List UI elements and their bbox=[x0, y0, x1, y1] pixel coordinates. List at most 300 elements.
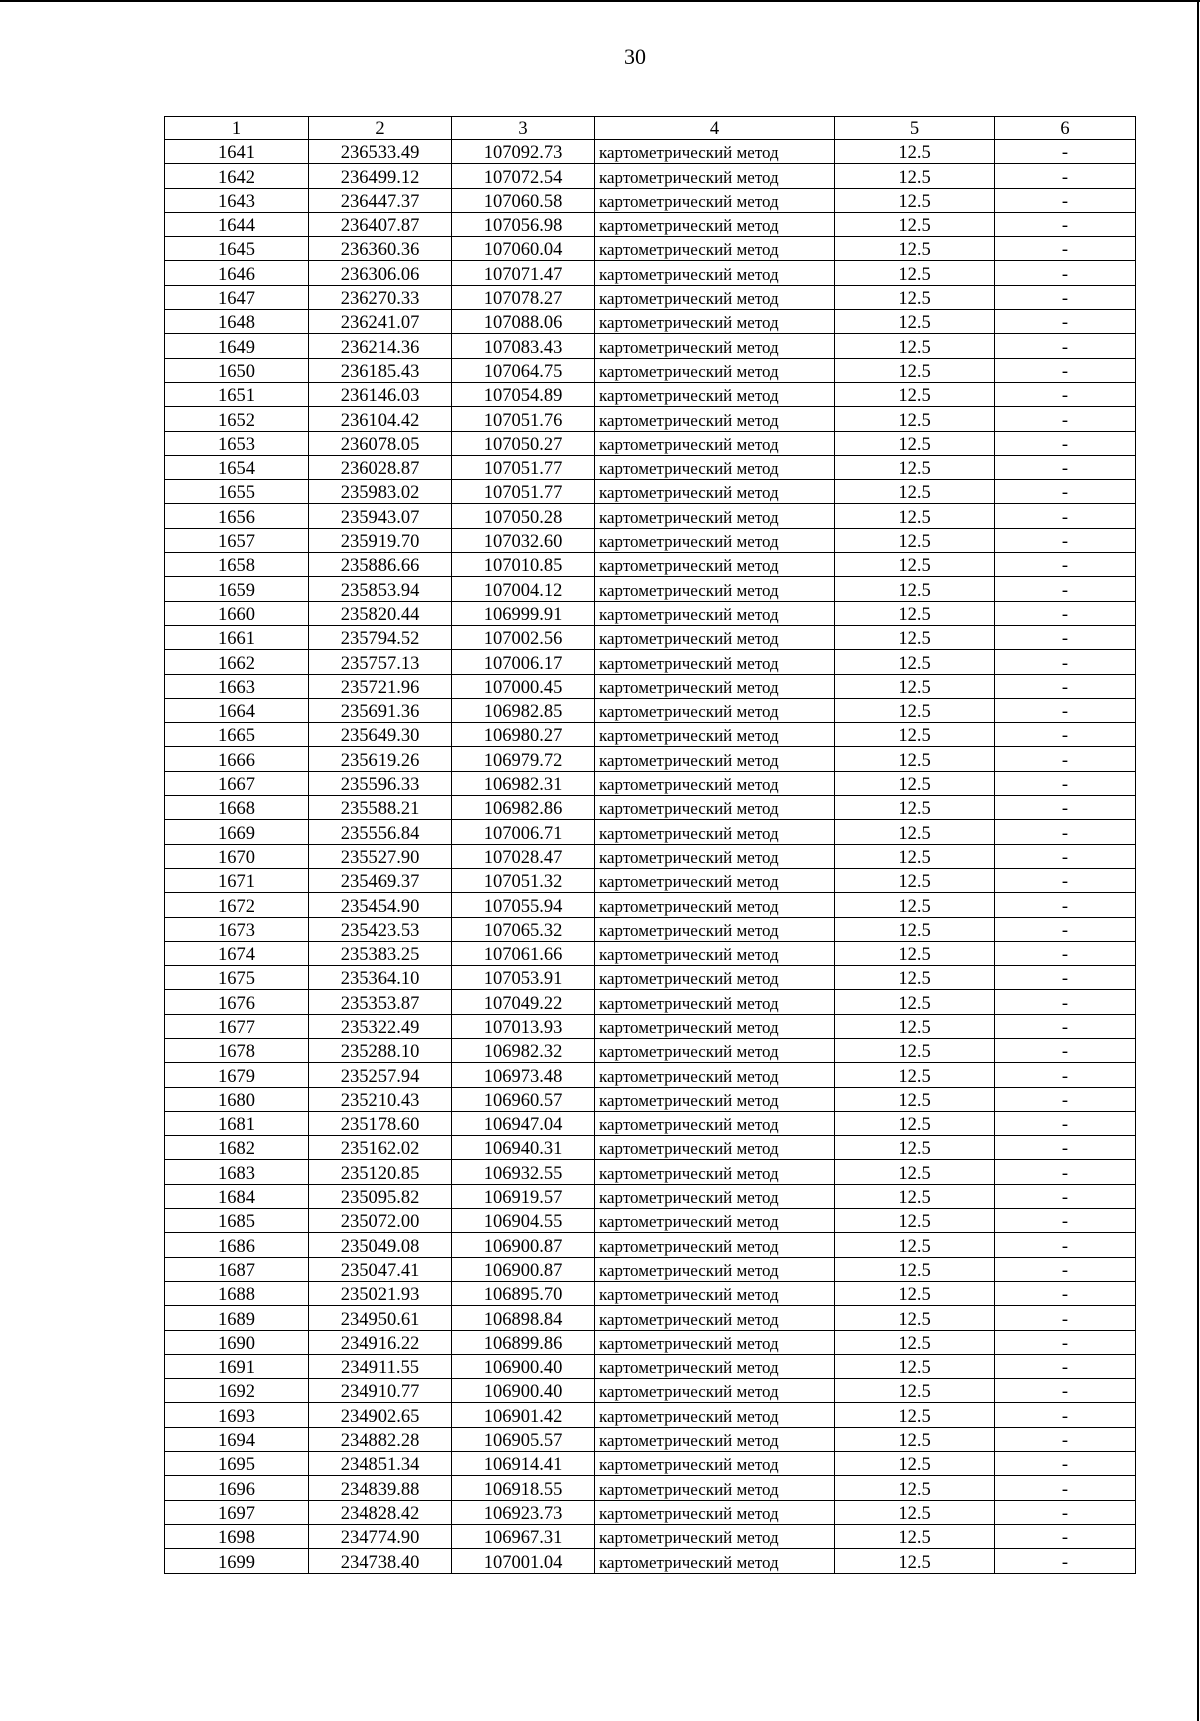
page-number: 30 bbox=[624, 44, 646, 69]
table-row bbox=[165, 698, 1136, 722]
method-cell: картометрический метод bbox=[595, 1524, 835, 1548]
x-coordinate-cell: 235757.13 bbox=[309, 650, 452, 674]
accuracy-cell: 12.5 bbox=[835, 237, 995, 261]
y-coordinate-cell: 107001.04 bbox=[452, 1549, 595, 1573]
note-cell: - bbox=[995, 1160, 1136, 1184]
accuracy-cell: 12.5 bbox=[835, 844, 995, 868]
y-coordinate-cell: 107051.77 bbox=[452, 480, 595, 504]
y-coordinate-cell: 106898.84 bbox=[452, 1306, 595, 1330]
x-coordinate-cell: 234828.42 bbox=[309, 1500, 452, 1524]
point-number-cell: 1683 bbox=[165, 1160, 309, 1184]
note-cell: - bbox=[995, 625, 1136, 649]
x-coordinate-cell: 235649.30 bbox=[309, 723, 452, 747]
note-cell: - bbox=[995, 601, 1136, 625]
y-coordinate-cell: 106914.41 bbox=[452, 1452, 595, 1476]
accuracy-cell: 12.5 bbox=[835, 868, 995, 892]
accuracy-cell: 12.5 bbox=[835, 747, 995, 771]
y-coordinate-cell: 106905.57 bbox=[452, 1427, 595, 1451]
y-coordinate-cell: 107060.58 bbox=[452, 188, 595, 212]
x-coordinate-cell: 236270.33 bbox=[309, 285, 452, 309]
x-coordinate-cell: 235322.49 bbox=[309, 1014, 452, 1038]
note-cell: - bbox=[995, 164, 1136, 188]
note-cell: - bbox=[995, 796, 1136, 820]
y-coordinate-cell: 106918.55 bbox=[452, 1476, 595, 1500]
x-coordinate-cell: 235691.36 bbox=[309, 698, 452, 722]
x-coordinate-cell: 236306.06 bbox=[309, 261, 452, 285]
point-number-cell: 1680 bbox=[165, 1087, 309, 1111]
y-coordinate-cell: 106982.31 bbox=[452, 771, 595, 795]
x-coordinate-cell: 235983.02 bbox=[309, 480, 452, 504]
method-cell: картометрический метод bbox=[595, 796, 835, 820]
point-number-cell: 1685 bbox=[165, 1209, 309, 1233]
note-cell: - bbox=[995, 820, 1136, 844]
point-number-cell: 1692 bbox=[165, 1379, 309, 1403]
y-coordinate-cell: 106923.73 bbox=[452, 1500, 595, 1524]
note-cell: - bbox=[995, 455, 1136, 479]
x-coordinate-cell: 235943.07 bbox=[309, 504, 452, 528]
point-number-cell: 1658 bbox=[165, 553, 309, 577]
accuracy-cell: 12.5 bbox=[835, 1306, 995, 1330]
point-number-cell: 1687 bbox=[165, 1257, 309, 1281]
y-coordinate-cell: 106900.40 bbox=[452, 1354, 595, 1378]
y-coordinate-cell: 106919.57 bbox=[452, 1184, 595, 1208]
accuracy-cell: 12.5 bbox=[835, 650, 995, 674]
accuracy-cell: 12.5 bbox=[835, 212, 995, 236]
accuracy-cell: 12.5 bbox=[835, 941, 995, 965]
accuracy-cell: 12.5 bbox=[835, 140, 995, 164]
method-cell: картометрический метод bbox=[595, 261, 835, 285]
y-coordinate-cell: 107064.75 bbox=[452, 358, 595, 382]
accuracy-cell: 12.5 bbox=[835, 1160, 995, 1184]
table-row bbox=[165, 212, 1136, 236]
table-row bbox=[165, 1184, 1136, 1208]
y-coordinate-cell: 106895.70 bbox=[452, 1281, 595, 1305]
note-cell: - bbox=[995, 1427, 1136, 1451]
method-cell: картометрический метод bbox=[595, 1087, 835, 1111]
accuracy-cell: 12.5 bbox=[835, 917, 995, 941]
x-coordinate-cell: 236104.42 bbox=[309, 407, 452, 431]
y-coordinate-cell: 107051.77 bbox=[452, 455, 595, 479]
method-cell: картометрический метод bbox=[595, 407, 835, 431]
point-number-cell: 1696 bbox=[165, 1476, 309, 1500]
method-cell: картометрический метод bbox=[595, 310, 835, 334]
note-cell: - bbox=[995, 1549, 1136, 1573]
table-row bbox=[165, 310, 1136, 334]
x-coordinate-cell: 236028.87 bbox=[309, 455, 452, 479]
accuracy-cell: 12.5 bbox=[835, 407, 995, 431]
point-number-cell: 1695 bbox=[165, 1452, 309, 1476]
x-coordinate-cell: 235210.43 bbox=[309, 1087, 452, 1111]
accuracy-cell: 12.5 bbox=[835, 1136, 995, 1160]
y-coordinate-cell: 106900.87 bbox=[452, 1233, 595, 1257]
table-row bbox=[165, 407, 1136, 431]
y-coordinate-cell: 106982.85 bbox=[452, 698, 595, 722]
y-coordinate-cell: 107056.98 bbox=[452, 212, 595, 236]
table-row bbox=[165, 893, 1136, 917]
point-number-cell: 1653 bbox=[165, 431, 309, 455]
note-cell: - bbox=[995, 1087, 1136, 1111]
method-cell: картометрический метод bbox=[595, 1014, 835, 1038]
point-number-cell: 1681 bbox=[165, 1111, 309, 1135]
y-coordinate-cell: 106904.55 bbox=[452, 1209, 595, 1233]
y-coordinate-cell: 107071.47 bbox=[452, 261, 595, 285]
note-cell: - bbox=[995, 310, 1136, 334]
x-coordinate-cell: 235454.90 bbox=[309, 893, 452, 917]
method-cell: картометрический метод bbox=[595, 990, 835, 1014]
table-row bbox=[165, 1209, 1136, 1233]
method-cell: картометрический метод bbox=[595, 285, 835, 309]
method-cell: картометрический метод bbox=[595, 1038, 835, 1062]
y-coordinate-cell: 107004.12 bbox=[452, 577, 595, 601]
table-row bbox=[165, 1500, 1136, 1524]
method-cell: картометрический метод bbox=[595, 723, 835, 747]
y-coordinate-cell: 107060.04 bbox=[452, 237, 595, 261]
accuracy-cell: 12.5 bbox=[835, 553, 995, 577]
x-coordinate-cell: 235423.53 bbox=[309, 917, 452, 941]
accuracy-cell: 12.5 bbox=[835, 261, 995, 285]
point-number-cell: 1693 bbox=[165, 1403, 309, 1427]
method-cell: картометрический метод bbox=[595, 917, 835, 941]
point-number-cell: 1676 bbox=[165, 990, 309, 1014]
x-coordinate-cell: 235588.21 bbox=[309, 796, 452, 820]
note-cell: - bbox=[995, 1111, 1136, 1135]
note-cell: - bbox=[995, 1209, 1136, 1233]
method-cell: картометрический метод bbox=[595, 674, 835, 698]
method-cell: картометрический метод bbox=[595, 941, 835, 965]
accuracy-cell: 12.5 bbox=[835, 1476, 995, 1500]
table-row bbox=[165, 1306, 1136, 1330]
point-number-cell: 1644 bbox=[165, 212, 309, 236]
table-row bbox=[165, 1452, 1136, 1476]
table-row bbox=[165, 625, 1136, 649]
accuracy-cell: 12.5 bbox=[835, 310, 995, 334]
accuracy-cell: 12.5 bbox=[835, 1500, 995, 1524]
x-coordinate-cell: 235049.08 bbox=[309, 1233, 452, 1257]
point-number-cell: 1690 bbox=[165, 1330, 309, 1354]
y-coordinate-cell: 106947.04 bbox=[452, 1111, 595, 1135]
point-number-cell: 1699 bbox=[165, 1549, 309, 1573]
accuracy-cell: 12.5 bbox=[835, 455, 995, 479]
method-cell: картометрический метод bbox=[595, 164, 835, 188]
note-cell: - bbox=[995, 480, 1136, 504]
note-cell: - bbox=[995, 261, 1136, 285]
x-coordinate-cell: 234738.40 bbox=[309, 1549, 452, 1573]
accuracy-cell: 12.5 bbox=[835, 1038, 995, 1062]
x-coordinate-cell: 235364.10 bbox=[309, 966, 452, 990]
note-cell: - bbox=[995, 771, 1136, 795]
point-number-cell: 1673 bbox=[165, 917, 309, 941]
table-row bbox=[165, 1111, 1136, 1135]
table-row bbox=[165, 1476, 1136, 1500]
point-number-cell: 1650 bbox=[165, 358, 309, 382]
x-coordinate-cell: 235619.26 bbox=[309, 747, 452, 771]
point-number-cell: 1667 bbox=[165, 771, 309, 795]
x-coordinate-cell: 235047.41 bbox=[309, 1257, 452, 1281]
table-row bbox=[165, 1427, 1136, 1451]
y-coordinate-cell: 107010.85 bbox=[452, 553, 595, 577]
accuracy-cell: 12.5 bbox=[835, 1379, 995, 1403]
table-row bbox=[165, 1379, 1136, 1403]
table-row bbox=[165, 650, 1136, 674]
point-number-cell: 1643 bbox=[165, 188, 309, 212]
accuracy-cell: 12.5 bbox=[835, 601, 995, 625]
page-border-top bbox=[0, 0, 1200, 2]
note-cell: - bbox=[995, 1354, 1136, 1378]
note-cell: - bbox=[995, 698, 1136, 722]
accuracy-cell: 12.5 bbox=[835, 990, 995, 1014]
x-coordinate-cell: 234902.65 bbox=[309, 1403, 452, 1427]
method-cell: картометрический метод bbox=[595, 334, 835, 358]
point-number-cell: 1655 bbox=[165, 480, 309, 504]
y-coordinate-cell: 106982.32 bbox=[452, 1038, 595, 1062]
note-cell: - bbox=[995, 1524, 1136, 1548]
accuracy-cell: 12.5 bbox=[835, 1452, 995, 1476]
method-cell: картометрический метод bbox=[595, 820, 835, 844]
y-coordinate-cell: 107092.73 bbox=[452, 140, 595, 164]
method-cell: картометрический метод bbox=[595, 1209, 835, 1233]
table-row bbox=[165, 1549, 1136, 1573]
accuracy-cell: 12.5 bbox=[835, 1549, 995, 1573]
y-coordinate-cell: 106932.55 bbox=[452, 1160, 595, 1184]
accuracy-cell: 12.5 bbox=[835, 771, 995, 795]
table-row bbox=[165, 771, 1136, 795]
table-row bbox=[165, 455, 1136, 479]
point-number-cell: 1697 bbox=[165, 1500, 309, 1524]
point-number-cell: 1686 bbox=[165, 1233, 309, 1257]
header-cell: 5 bbox=[835, 117, 995, 140]
accuracy-cell: 12.5 bbox=[835, 1184, 995, 1208]
y-coordinate-cell: 107088.06 bbox=[452, 310, 595, 334]
table-row bbox=[165, 1330, 1136, 1354]
x-coordinate-cell: 235095.82 bbox=[309, 1184, 452, 1208]
table-row bbox=[165, 1136, 1136, 1160]
note-cell: - bbox=[995, 1063, 1136, 1087]
note-cell: - bbox=[995, 1014, 1136, 1038]
x-coordinate-cell: 235794.52 bbox=[309, 625, 452, 649]
x-coordinate-cell: 234911.55 bbox=[309, 1354, 452, 1378]
table-row bbox=[165, 844, 1136, 868]
x-coordinate-cell: 236078.05 bbox=[309, 431, 452, 455]
table-row bbox=[165, 140, 1136, 164]
note-cell: - bbox=[995, 140, 1136, 164]
x-coordinate-cell: 235021.93 bbox=[309, 1281, 452, 1305]
table-row bbox=[165, 528, 1136, 552]
point-number-cell: 1684 bbox=[165, 1184, 309, 1208]
point-number-cell: 1646 bbox=[165, 261, 309, 285]
point-number-cell: 1656 bbox=[165, 504, 309, 528]
y-coordinate-cell: 106982.86 bbox=[452, 796, 595, 820]
table-row bbox=[165, 1038, 1136, 1062]
method-cell: картометрический метод bbox=[595, 650, 835, 674]
point-number-cell: 1651 bbox=[165, 382, 309, 406]
accuracy-cell: 12.5 bbox=[835, 1330, 995, 1354]
accuracy-cell: 12.5 bbox=[835, 1111, 995, 1135]
accuracy-cell: 12.5 bbox=[835, 723, 995, 747]
x-coordinate-cell: 235162.02 bbox=[309, 1136, 452, 1160]
x-coordinate-cell: 235178.60 bbox=[309, 1111, 452, 1135]
y-coordinate-cell: 107000.45 bbox=[452, 674, 595, 698]
table-row bbox=[165, 747, 1136, 771]
method-cell: картометрический метод bbox=[595, 625, 835, 649]
method-cell: картометрический метод bbox=[595, 358, 835, 382]
note-cell: - bbox=[995, 1379, 1136, 1403]
point-number-cell: 1677 bbox=[165, 1014, 309, 1038]
method-cell: картометрический метод bbox=[595, 1330, 835, 1354]
y-coordinate-cell: 107061.66 bbox=[452, 941, 595, 965]
note-cell: - bbox=[995, 1306, 1136, 1330]
header-cell: 6 bbox=[995, 117, 1136, 140]
x-coordinate-cell: 235919.70 bbox=[309, 528, 452, 552]
x-coordinate-cell: 236146.03 bbox=[309, 382, 452, 406]
point-number-cell: 1647 bbox=[165, 285, 309, 309]
note-cell: - bbox=[995, 1184, 1136, 1208]
accuracy-cell: 12.5 bbox=[835, 1209, 995, 1233]
table-row bbox=[165, 1354, 1136, 1378]
x-coordinate-cell: 236214.36 bbox=[309, 334, 452, 358]
header-cell: 4 bbox=[595, 117, 835, 140]
point-number-cell: 1654 bbox=[165, 455, 309, 479]
x-coordinate-cell: 235820.44 bbox=[309, 601, 452, 625]
point-number-cell: 1649 bbox=[165, 334, 309, 358]
y-coordinate-cell: 107049.22 bbox=[452, 990, 595, 1014]
accuracy-cell: 12.5 bbox=[835, 528, 995, 552]
note-cell: - bbox=[995, 431, 1136, 455]
method-cell: картометрический метод bbox=[595, 1111, 835, 1135]
accuracy-cell: 12.5 bbox=[835, 625, 995, 649]
note-cell: - bbox=[995, 1403, 1136, 1427]
x-coordinate-cell: 235721.96 bbox=[309, 674, 452, 698]
accuracy-cell: 12.5 bbox=[835, 1063, 995, 1087]
accuracy-cell: 12.5 bbox=[835, 358, 995, 382]
x-coordinate-cell: 236533.49 bbox=[309, 140, 452, 164]
point-number-cell: 1652 bbox=[165, 407, 309, 431]
method-cell: картометрический метод bbox=[595, 480, 835, 504]
method-cell: картометрический метод bbox=[595, 893, 835, 917]
point-number-cell: 1648 bbox=[165, 310, 309, 334]
y-coordinate-cell: 107055.94 bbox=[452, 893, 595, 917]
accuracy-cell: 12.5 bbox=[835, 1524, 995, 1548]
method-cell: картометрический метод bbox=[595, 237, 835, 261]
note-cell: - bbox=[995, 358, 1136, 382]
point-number-cell: 1694 bbox=[165, 1427, 309, 1451]
method-cell: картометрический метод bbox=[595, 1476, 835, 1500]
y-coordinate-cell: 107065.32 bbox=[452, 917, 595, 941]
y-coordinate-cell: 106900.87 bbox=[452, 1257, 595, 1281]
y-coordinate-cell: 106899.86 bbox=[452, 1330, 595, 1354]
y-coordinate-cell: 107050.27 bbox=[452, 431, 595, 455]
y-coordinate-cell: 106999.91 bbox=[452, 601, 595, 625]
accuracy-cell: 12.5 bbox=[835, 1403, 995, 1427]
method-cell: картометрический метод bbox=[595, 577, 835, 601]
x-coordinate-cell: 235257.94 bbox=[309, 1063, 452, 1087]
y-coordinate-cell: 106967.31 bbox=[452, 1524, 595, 1548]
point-number-cell: 1672 bbox=[165, 893, 309, 917]
method-cell: картометрический метод bbox=[595, 140, 835, 164]
point-number-cell: 1678 bbox=[165, 1038, 309, 1062]
note-cell: - bbox=[995, 1136, 1136, 1160]
method-cell: картометрический метод bbox=[595, 1257, 835, 1281]
y-coordinate-cell: 107013.93 bbox=[452, 1014, 595, 1038]
table-row bbox=[165, 237, 1136, 261]
method-cell: картометрический метод bbox=[595, 1184, 835, 1208]
point-number-cell: 1660 bbox=[165, 601, 309, 625]
method-cell: картометрический метод bbox=[595, 382, 835, 406]
y-coordinate-cell: 107053.91 bbox=[452, 966, 595, 990]
method-cell: картометрический метод bbox=[595, 1306, 835, 1330]
x-coordinate-cell: 235383.25 bbox=[309, 941, 452, 965]
note-cell: - bbox=[995, 1452, 1136, 1476]
note-cell: - bbox=[995, 577, 1136, 601]
method-cell: картометрический метод bbox=[595, 1233, 835, 1257]
point-number-cell: 1671 bbox=[165, 868, 309, 892]
table-row bbox=[165, 820, 1136, 844]
table-row bbox=[165, 1014, 1136, 1038]
table-row bbox=[165, 1257, 1136, 1281]
point-number-cell: 1662 bbox=[165, 650, 309, 674]
point-number-cell: 1669 bbox=[165, 820, 309, 844]
x-coordinate-cell: 236185.43 bbox=[309, 358, 452, 382]
note-cell: - bbox=[995, 237, 1136, 261]
note-cell: - bbox=[995, 1330, 1136, 1354]
point-number-cell: 1659 bbox=[165, 577, 309, 601]
table-row bbox=[165, 796, 1136, 820]
x-coordinate-cell: 234774.90 bbox=[309, 1524, 452, 1548]
table-row bbox=[165, 1087, 1136, 1111]
note-cell: - bbox=[995, 1038, 1136, 1062]
accuracy-cell: 12.5 bbox=[835, 698, 995, 722]
table-row bbox=[165, 917, 1136, 941]
accuracy-cell: 12.5 bbox=[835, 285, 995, 309]
table-row bbox=[165, 261, 1136, 285]
method-cell: картометрический метод bbox=[595, 1403, 835, 1427]
method-cell: картометрический метод bbox=[595, 455, 835, 479]
table-row bbox=[165, 966, 1136, 990]
accuracy-cell: 12.5 bbox=[835, 480, 995, 504]
y-coordinate-cell: 106973.48 bbox=[452, 1063, 595, 1087]
point-number-cell: 1666 bbox=[165, 747, 309, 771]
y-coordinate-cell: 107050.28 bbox=[452, 504, 595, 528]
accuracy-cell: 12.5 bbox=[835, 164, 995, 188]
page-border-right bbox=[1197, 0, 1199, 1721]
x-coordinate-cell: 236499.12 bbox=[309, 164, 452, 188]
x-coordinate-cell: 234916.22 bbox=[309, 1330, 452, 1354]
method-cell: картометрический метод bbox=[595, 1500, 835, 1524]
method-cell: картометрический метод bbox=[595, 504, 835, 528]
point-number-cell: 1674 bbox=[165, 941, 309, 965]
x-coordinate-cell: 234882.28 bbox=[309, 1427, 452, 1451]
y-coordinate-cell: 107083.43 bbox=[452, 334, 595, 358]
point-number-cell: 1698 bbox=[165, 1524, 309, 1548]
x-coordinate-cell: 236407.87 bbox=[309, 212, 452, 236]
accuracy-cell: 12.5 bbox=[835, 334, 995, 358]
header-cell: 1 bbox=[165, 117, 309, 140]
note-cell: - bbox=[995, 334, 1136, 358]
y-coordinate-cell: 107054.89 bbox=[452, 382, 595, 406]
note-cell: - bbox=[995, 893, 1136, 917]
accuracy-cell: 12.5 bbox=[835, 1257, 995, 1281]
x-coordinate-cell: 236241.07 bbox=[309, 310, 452, 334]
note-cell: - bbox=[995, 966, 1136, 990]
note-cell: - bbox=[995, 868, 1136, 892]
accuracy-cell: 12.5 bbox=[835, 1087, 995, 1111]
point-number-cell: 1675 bbox=[165, 966, 309, 990]
method-cell: картометрический метод bbox=[595, 553, 835, 577]
header-cell: 3 bbox=[452, 117, 595, 140]
x-coordinate-cell: 235527.90 bbox=[309, 844, 452, 868]
point-number-cell: 1663 bbox=[165, 674, 309, 698]
accuracy-cell: 12.5 bbox=[835, 382, 995, 406]
table-row bbox=[165, 553, 1136, 577]
